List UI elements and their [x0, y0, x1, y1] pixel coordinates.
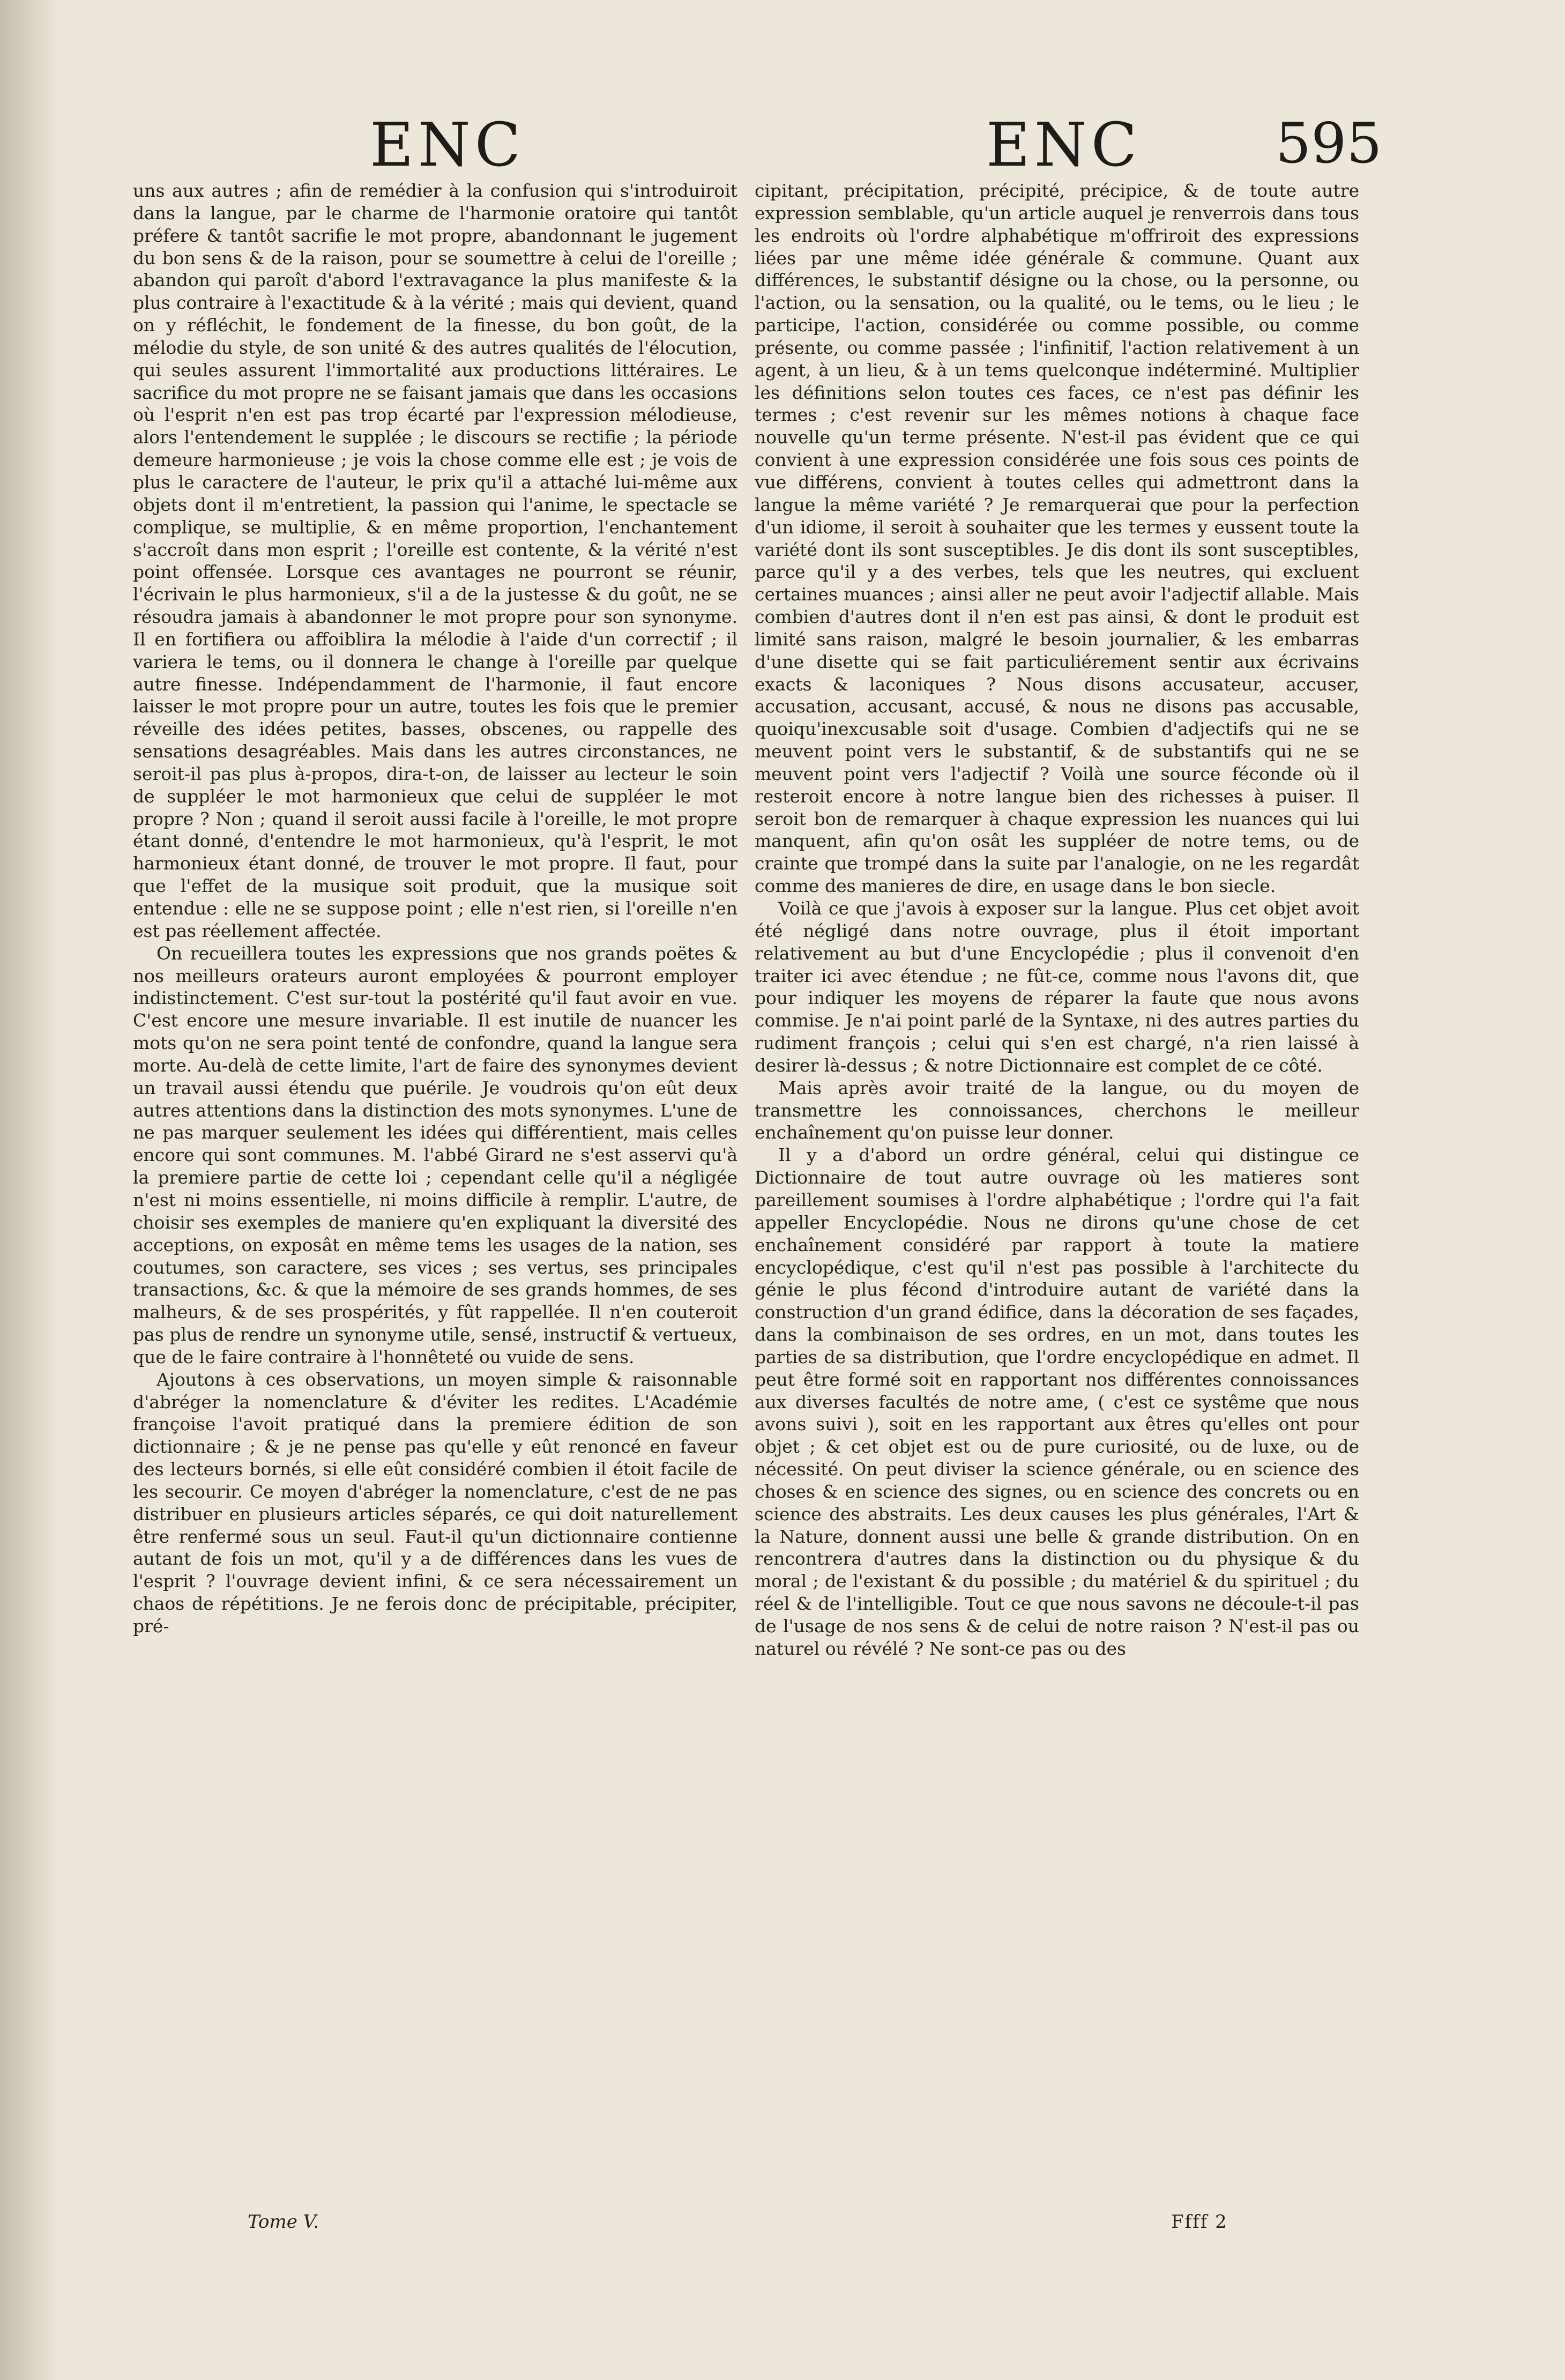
left-column: [133, 180, 737, 1638]
paragraph: Mais après avoir traité de la langue, ou du moyen de transmettre les connoissances, cherchons le meilleur enchaînement qu'on puisse leur donner.: [755, 1077, 1359, 1143]
running-head-left: ENC: [370, 110, 525, 180]
paragraph: Voilà ce que j'avois à exposer sur la langue. Plus cet objet avoit été négligé dans notre ouvrage, plus il étoit important relativement au but d'une Encyclopédie ; plus il convenoit d'en traiter ici avec étendue ; ne fût-ce, comme nous l'avons dit, que pour indiquer les moyens de réparer la faute que nous avons commise. Je n'ai point parlé de la Syntaxe, ni des autres parties du rudiment françois ; celui qui s'en est chargé, n'a rien laissé à desirer là-dessus ; & notre Dictionnaire est complet de ce côté.: [755, 898, 1359, 1076]
volume-label: Tome V.: [248, 2211, 319, 2233]
paragraph: Ajoutons à ces observations, un moyen simple & raisonnable d'abréger la nomenclature & d'éviter les redites. L'Académie françoise l'avoit pratiqué dans la premiere édition de son dictionnaire ; & je ne pense pas qu'elle y eût renoncé en faveur des lecteurs bornés, si elle eût considéré combien il étoit facile de les secourir. Ce moyen d'abréger la nomenclature, c'est de ne pas distribuer en plusieurs articles séparés, ce qui doit naturellement être renfermé sous un seul. Faut-il qu'un dictionnaire contienne autant de fois un mot, qu'il y a de différences dans les vues de l'esprit ? l'ouvrage devient infini, & ce sera nécessairement un chaos de répétitions. Je ne ferois donc de précipitable, précipiter, pré-: [133, 1368, 737, 1637]
running-head-right: ENC: [986, 110, 1142, 180]
paragraph: Il y a d'abord un ordre général, celui qui distingue ce Dictionnaire de tout autre ouvrage où les matieres sont pareillement soumises à l'ordre alphabétique ; l'ordre qui l'a fait appeller Encyclopédie. Nous ne dirons qu'une chose de cet enchaînement considéré par rapport à toute la matiere encyclopédique, c'est qu'il n'est pas possible à l'architecte du génie le plus fécond d'introduire autant de variété dans la construction d'un grand édifice, dans la décoration de ses façades, dans la combinaison de ses ordres, en un mot, dans toutes les parties de sa distribution, que l'ordre encyclopédique en admet. Il peut être formé soit en rapportant nos différentes connoissances aux diverses facultés de notre ame, ( c'est ce systême que nous avons suivi ), soit en les rapportant aux êtres qu'elles ont pour objet ; & cet objet est ou de pure curiosité, ou de luxe, ou de nécessité. On peut diviser la science générale, ou en science des choses & en science des signes, ou en science des concrets ou en science des abstraits. Les deux causes les plus générales, l'Art & la Nature, donnent aussi une belle & grande distribution. On en rencontrera d'autres dans la distinction ou du physique & du moral ; de l'existant & du possible ; du matériel & du spirituel ; du réel & de l'intelligible. Tout ce que nous savons ne découle-t-il pas de l'usage de nos sens & de celui de notre raison ? N'est-il pas ou naturel ou révélé ? Ne sont-ce pas ou des: [755, 1144, 1359, 1659]
right-column: [755, 180, 1359, 1660]
paragraph: uns aux autres ; afin de remédier à la confusion qui s'introduiroit dans la langue, par le charme de l'harmonie oratoire qui tantôt préfere & tantôt sacrifie le mot propre, abandonnant le jugement du bon sens & de la raison, pour se soumettre à celui de l'oreille ; abandon qui paroît d'abord l'extravagance la plus manifeste & la plus contraire à l'exactitude & à la vérité ; mais qui devient, quand on y réfléchit, le fondement de la finesse, du bon goût, de la mélodie du style, de son unité & des autres qualités de l'élocution, qui seules assurent l'immortalité aux productions littéraires. Le sacrifice du mot propre ne se faisant jamais que dans les occasions où l'esprit n'en est pas trop écarté par l'expression mélodieuse, alors l'entendement le supplée ; le discours se rectifie ; la période demeure harmonieuse ; je vois la chose comme elle est ; je vois de plus le caractere de l'auteur, le prix qu'il a attaché lui-même aux objets dont il m'entretient, la passion qui l'anime, le spectacle se complique, se multiplie, & en même proportion, l'enchantement s'accroît dans mon esprit ; l'oreille est contente, & la vérité n'est point offensée. Lorsque ces avantages ne pourront se réunir, l'écrivain le plus harmonieux, s'il a de la justesse & du goût, ne se résoudra jamais à abandonner le mot propre pour son synonyme. Il en fortifiera ou affoiblira la mélodie à l'aide d'un correctif ; il variera le tems, ou il donnera le change à l'oreille par quelque autre finesse. Indépendamment de l'harmonie, il faut encore laisser le mot propre pour un autre, toutes les fois que le premier réveille des idées petites, basses, obscenes, ou rappelle des sensations desagréables. Mais dans les autres circonstances, ne seroit-il pas plus à-propos, dira-t-on, de laisser au lecteur le soin de suppléer le mot harmonieux que celui de suppléer le mot propre ? Non ; quand il seroit aussi facile à l'oreille, le mot propre étant donné, d'entendre le mot harmonieux, qu'à l'esprit, le mot harmonieux étant donné, de trouver le mot propre. Il faut, pour que l'effet de la musique soit produit, que la musique soit entendue : elle ne se suppose point ; elle n'est rien, si l'oreille n'en est pas réellement affectée.: [133, 180, 737, 941]
page-number: 595: [1276, 110, 1382, 176]
paragraph: cipitant, précipitation, précipité, précipice, & de toute autre expression semblable, qu'un article auquel je renverrois dans tous les endroits où l'ordre alphabétique m'offriroit des expressions liées par une même idée générale & commune. Quant aux différences, le substantif désigne ou la chose, ou la personne, ou l'action, ou la sensation, ou la qualité, ou le tems, ou le lieu ; le participe, l'action, considérée ou comme possible, ou comme présente, ou comme passée ; l'infinitif, l'action relativement à un agent, à un lieu, & à un tems quelconque indéterminé. Multiplier les définitions selon toutes ces faces, ce n'est pas définir les termes ; c'est revenir sur les mêmes notions à chaque face nouvelle qu'un terme présente. N'est-il pas évident que ce qui convient à une expression considérée une fois sous ces points de vue différens, convient à toutes celles qui admettront dans la langue la même variété ? Je remarquerai que pour la perfection d'un idiome, il seroit à souhaiter que les termes y eussent toute la variété dont ils sont susceptibles. Je dis dont ils sont susceptibles, parce qu'il y a des verbes, tels que les neutres, qui excluent certaines muances ; ainsi aller ne peut avoir l'adjectif allable. Mais combien d'autres dont il n'en est pas ainsi, & dont le produit est limité sans raison, malgré le besoin journalier, & les embarras d'une disette qui se fait particuliérement sentir aux écrivains exacts & laconiques ? Nous disons accusateur, accuser, accusation, accusant, accusé, & nous ne disons pas accusable, quoiqu'inexcusable soit d'usage. Combien d'adjectifs qui ne se meuvent point vers le substantif, & de substantifs qui ne se meuvent point vers l'adjectif ? Voilà une source féconde où il resteroit encore à notre langue bien des richesses à puiser. Il seroit bon de remarquer à chaque expression les nuances qui lui manquent, afin qu'on osât les suppléer de notre tems, ou de crainte que trompé dans la suite par l'analogie, on ne les regardât comme des manieres de dire, en usage dans le bon siecle.: [755, 180, 1359, 897]
spine-shadow: [0, 0, 59, 2380]
paragraph: On recueillera toutes les expressions que nos grands poëtes & nos meilleurs orateurs auront employées & pourront employer indistinctement. C'est sur-tout la postérité qu'il faut avoir en vue. C'est encore une mesure invariable. Il est inutile de nuancer les mots qu'on ne sera point tenté de confondre, quand la langue sera morte. Au-delà de cette limite, l'art de faire des synonymes devient un travail aussi étendu que puérile. Je voudrois qu'on eût deux autres attentions dans la distinction des mots synonymes. L'une de ne pas marquer seulement les idées qui différentient, mais celles encore qui sont communes. M. l'abbé Girard ne s'est asservi qu'à la premiere partie de cette loi ; cependant celle qu'il a négligée n'est ni moins essentielle, ni moins difficile à remplir. L'autre, de choisir ses exemples de maniere qu'en expliquant la diversité des acceptions, on exposât en même tems les usages de la nation, ses coutumes, son caractere, ses vices ; ses vertus, ses principales transactions, &c. & que la mémoire de ses grands hommes, de ses malheurs, & de ses prospérités, y fût rappellée. Il n'en couteroit pas plus de rendre un synonyme utile, sensé, instructif & vertueux, que de le faire contraire à l'honnêteté ou vuide de sens.: [133, 942, 737, 1367]
signature-mark: Ffff 2: [1171, 2211, 1228, 2233]
